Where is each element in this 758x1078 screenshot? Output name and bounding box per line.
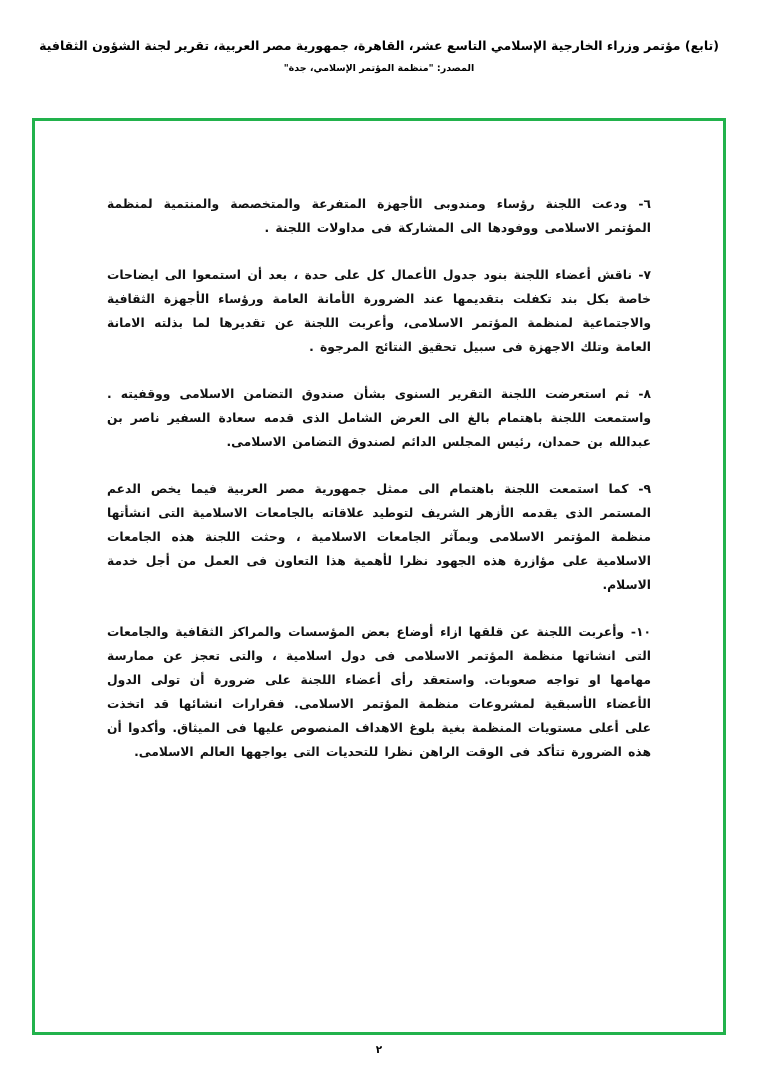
source-line: المصدر: "منظمة المؤتمر الإسلامي، جدة"	[283, 63, 475, 75]
document-header	[0, 38, 758, 74]
paragraph-7: ٧- ناقش أعضاء اللجنة بنود جدول الأعمال كل على حدة ، بعد أن استمعوا الى ايضاحات خاصة بكل بند تكفلت بتقديمها عند الضرورة الأمانة العامة ورؤساء الأجهزة الثقافية والاجتماعية لمنظمة المؤتمر الاسلامى، وأعربت اللجنة عن تقديرها لما بذلته الامانة العامة وتلك الاجهزة فى سبيل تحقيق النتائج المرجوة .	[107, 268, 651, 355]
paragraph-6: ٦- ودعت اللجنة رؤساء ومندوبى الأجهزة المتفرعة والمتخصصة والمنتمية لمنظمة المؤتمر الاسلامى ووفودها الى المشاركة فى مداولات اللجنة .	[107, 197, 651, 236]
paragraph-8: ٨- ثم استعرضت اللجنة التقرير السنوى بشأن صندوق التضامن الاسلامى ووقفيته . واستمعت اللجنة باهتمام بالغ الى العرض الشامل الذى قدمه سعادة السفير ناصر بن عبدالله بن حمدان، رئيس المجلس الدائم لصندوق التضامن الاسلامى.	[107, 387, 651, 450]
content-frame	[32, 118, 726, 1035]
document-body	[107, 181, 651, 765]
paragraph-9: ٩- كما استمعت اللجنة باهتمام الى ممثل جمهورية مصر العربية فيما يخص الدعم المستمر الذى يقدمه الأزهر الشريف لتوطيد علاقاته بالجامعات الاسلامية التى انشأتها منظمة المؤتمر الاسلامى وبمآثر الجامعات الاسلامية ، وحثت اللجنة هذه الجامعات الاسلامية على مؤازرة هذه الجهود نظرا لأهمية هذا التعاون فى العمل من أجل خدمة الاسلام.	[107, 482, 651, 592]
page-number: ٢	[375, 1044, 383, 1056]
page-title: (تابع) مؤتمر وزراء الخارجية الإسلامي التاسع عشر، القاهرة، جمهورية مصر العربية، تقرير لجنة الشؤون الثقافية	[39, 38, 719, 53]
paragraph-10: ١٠- وأعربت اللجنة عن قلقها ازاء أوضاع بعض المؤسسات والمراكز الثقافية والجامعات التى انشاتها منظمة المؤتمر الاسلامى فى دول اسلامية ، والتى تعجز عن ممارسة مهامها او تواجه صعوبات. واستعقد رأى أعضاء اللجنة على ضرورة أن تولى الدول الأعضاء الأسبقية لمشروعات منظمة المؤتمر الاسلامى. فقرارات انشائها قد اتخذت على أعلى مستويات المنظمة بغية بلوغ الاهداف المنصوص عليها فى الميثاق. وأكدوا أن هذه الضرورة تتأكد فى الوقت الراهن نظرا للتحديات التى يواجهها العالم الاسلامى.	[107, 624, 651, 759]
